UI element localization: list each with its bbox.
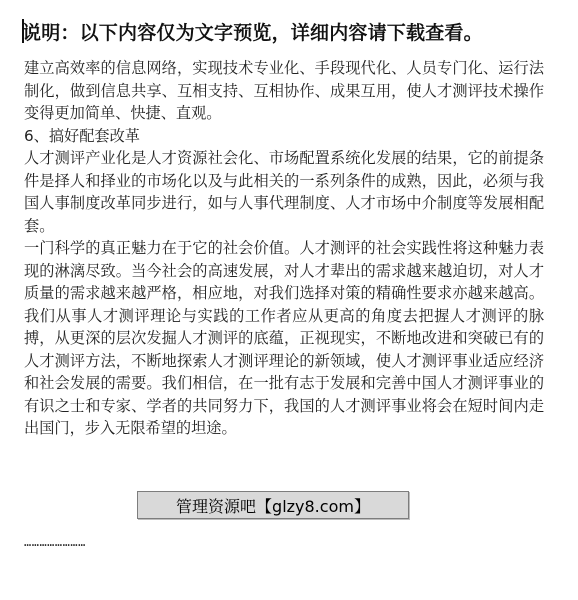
ellipsis-divider: …………………… [24,535,86,549]
paragraph-industrialization: 人才测评产业化是人才资源社会化、市场配置系统化发展的结果，它的前提条件是择人和择业的市场化以及与此相关的一系列条件的成熟，因此，必须与我国人事制度改革同步进行，如与人事代理制度、人才市场中介制度等发展相配套。 [24,149,544,235]
section-heading: 6、搞好配套改革 [24,126,140,145]
document-body [24,57,544,440]
paragraph-social-value: 一门科学的真正魅力在于它的社会价值。人才测评的社会实践性将这种魅力表现的淋漓尽致。当今社会的高速发展，对人才辈出的需求越来越迫切，对人才质量的需求越来越严格，相应地，对我们选择对策的精确性要求亦越来越高。我们从事人才测评理论与实践的工作者应从更高的角度去把握人才测评的脉搏，从更深的层次发掘人才测评的底蕴，正视现实，不断地改进和突破已有的人才测评方法，不断地探索人才测评理论的新领域，使人才测评事业适应经济和社会发展的需要。我们相信，在一批有志于发展和完善中国人才测评事业的有识之士和专家、学者的共同努力下，我国的人才测评事业将会在短时间内走出国门，步入无限希望的坦途。 [24,239,544,437]
paragraph-info-network: 建立高效率的信息网络，实现技术专业化、手段现代化、人员专门化、运行法制化，做到信息共享、互相支持、互相协作、成果互用，使人才测评技术操作变得更加简单、快捷、直观。 [24,59,544,122]
site-watermark-banner[interactable]: 管理资源吧【glzy8.com】 [137,491,409,519]
preview-notice: 说明：以下内容仅为文字预览，详细内容请下载查看。 [22,22,483,44]
